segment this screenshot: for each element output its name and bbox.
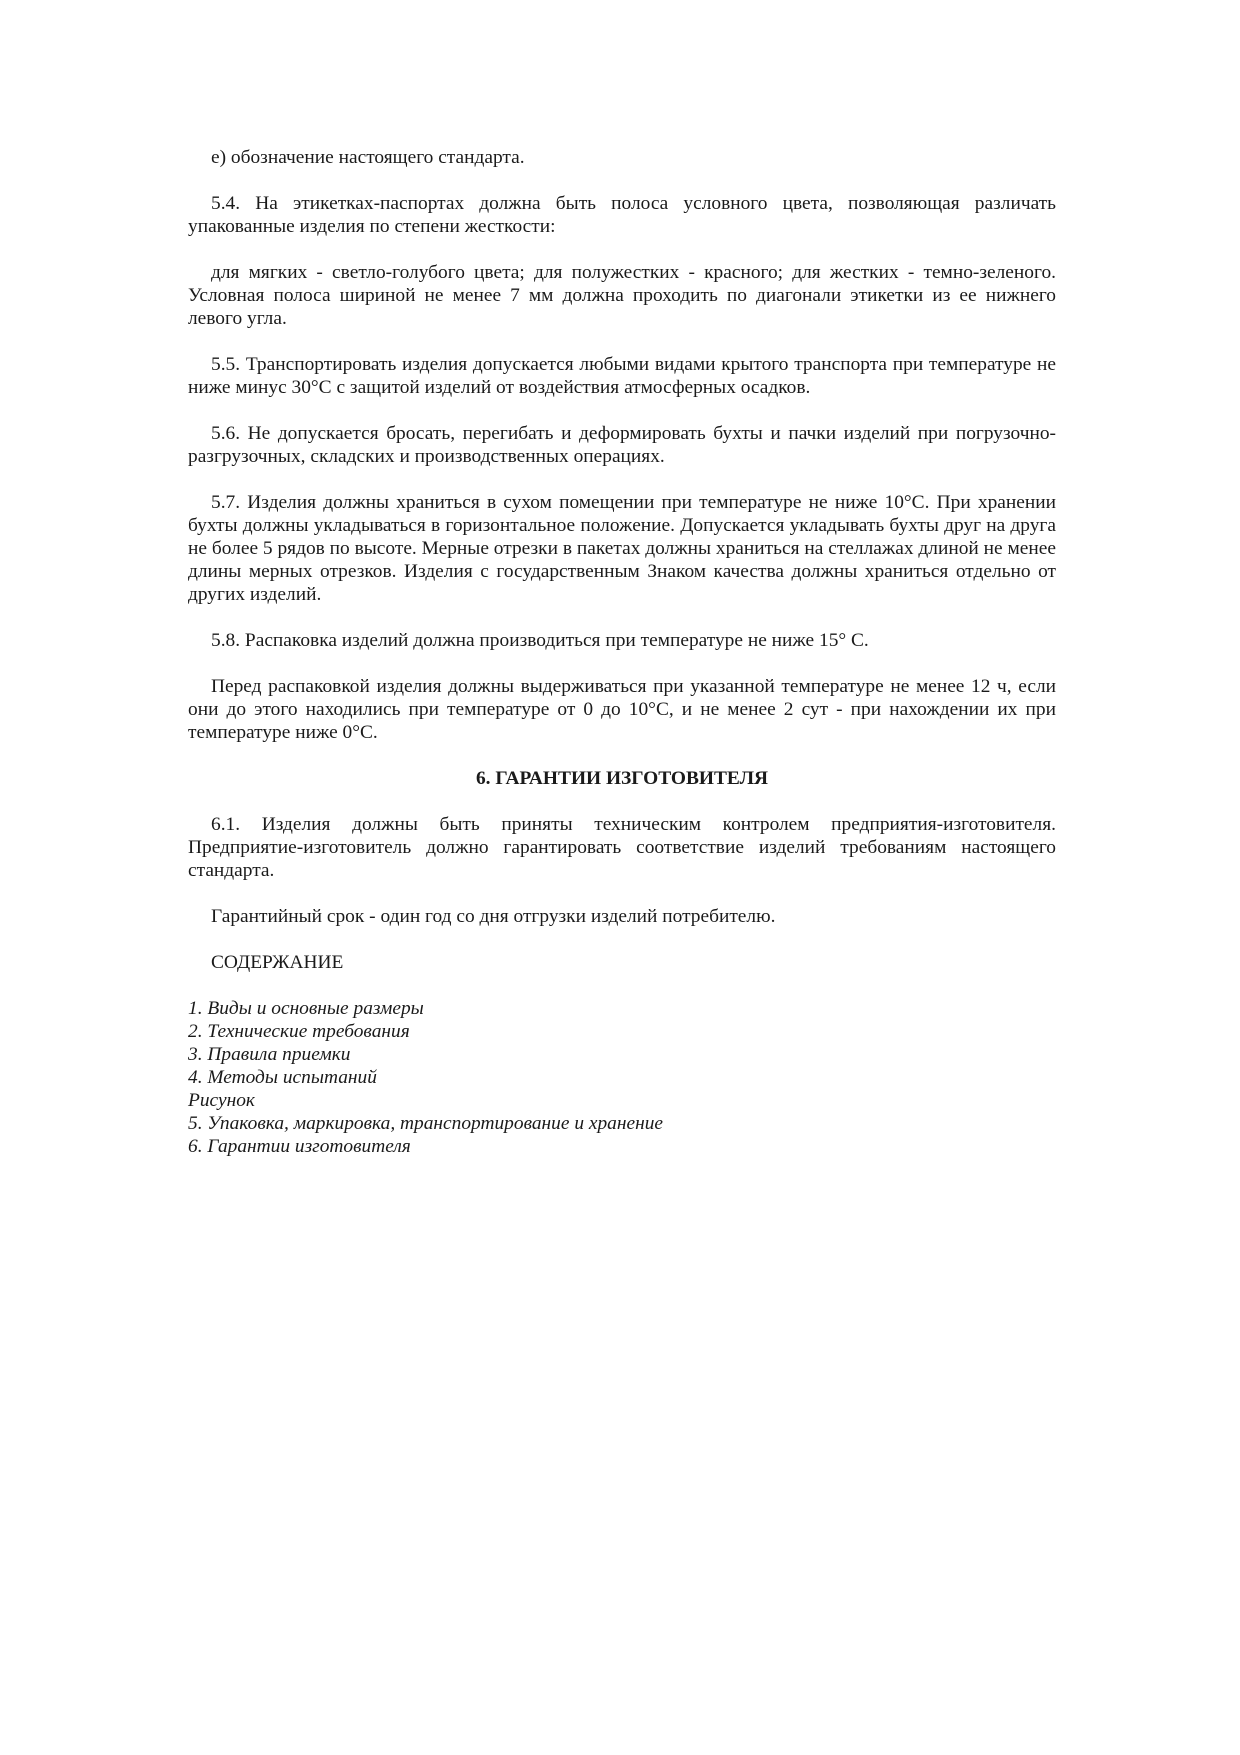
paragraph-5-8: 5.8. Распаковка изделий должна производиться при температуре не ниже 15° С. — [211, 630, 869, 651]
paragraph-5-7: 5.7. Изделия должны храниться в сухом помещении при температуре не ниже 10°С. При хранении бухты должны укладываться в горизонтальное положение. Допускается укладывать бухты друг на друга не более 5 рядов по высоте. Мерные отрезки в пакетах должны храниться на стеллажах длиной не менее длины мерных отрезков. Изделия с государственным Знаком качества должны храниться отдельно от других изделий. — [188, 492, 1056, 605]
contents-item: 3. Правила приемки — [188, 1044, 351, 1065]
contents-item: 5. Упаковка, маркировка, транспортирование и хранение — [188, 1113, 664, 1134]
paragraph-5-6: 5.6. Не допускается бросать, перегибать и деформировать бухты и пачки изделий при погрузочно-разгрузочных, складских и производственных операциях. — [188, 423, 1056, 467]
paragraph-6-1: 6.1. Изделия должны быть приняты техническим контролем предприятия-изготовителя. Предприятие-изготовитель должно гарантировать соответствие изделий требованиям настоящего стандарта. — [188, 814, 1056, 881]
document-page — [188, 146, 1056, 1158]
paragraph-warranty-period: Гарантийный срок - один год со дня отгрузки изделий потребителю. — [211, 906, 776, 927]
paragraph-color-stripes: для мягких - светло-голубого цвета; для полужестких - красного; для жестких - темно-зеленого. Условная полоса шириной не менее 7 мм должна проходить по диагонали этикетки из ее нижнего левого угла. — [188, 262, 1056, 329]
paragraph-unpacking: Перед распаковкой изделия должны выдерживаться при указанной температуре не менее 12 ч, если они до этого находились при температуре от 0 до 10°С, и не менее 2 сут - при нахождении их при температуре ниже 0°С. — [188, 676, 1056, 743]
contents-title: СОДЕРЖАНИЕ — [211, 952, 344, 973]
contents-item: 6. Гарантии изготовителя — [188, 1136, 411, 1157]
contents-list — [188, 997, 1056, 1158]
contents-item: Рисунок — [188, 1090, 256, 1111]
contents-item: 4. Методы испытаний — [188, 1067, 377, 1088]
section-6-heading: 6. ГАРАНТИИ ИЗГОТОВИТЕЛЯ — [475, 768, 769, 789]
contents-item: 2. Технические требования — [188, 1021, 410, 1042]
paragraph-5-4: 5.4. На этикетках-паспортах должна быть полоса условного цвета, позволяющая различать упакованные изделия по степени жесткости: — [188, 193, 1056, 237]
paragraph-5-5: 5.5. Транспортировать изделия допускается любыми видами крытого транспорта при температуре не ниже минус 30°С с защитой изделий от воздействия атмосферных осадков. — [188, 354, 1056, 398]
paragraph-designation: е) обозначение настоящего стандарта. — [211, 147, 525, 168]
contents-item: 1. Виды и основные размеры — [188, 998, 424, 1019]
